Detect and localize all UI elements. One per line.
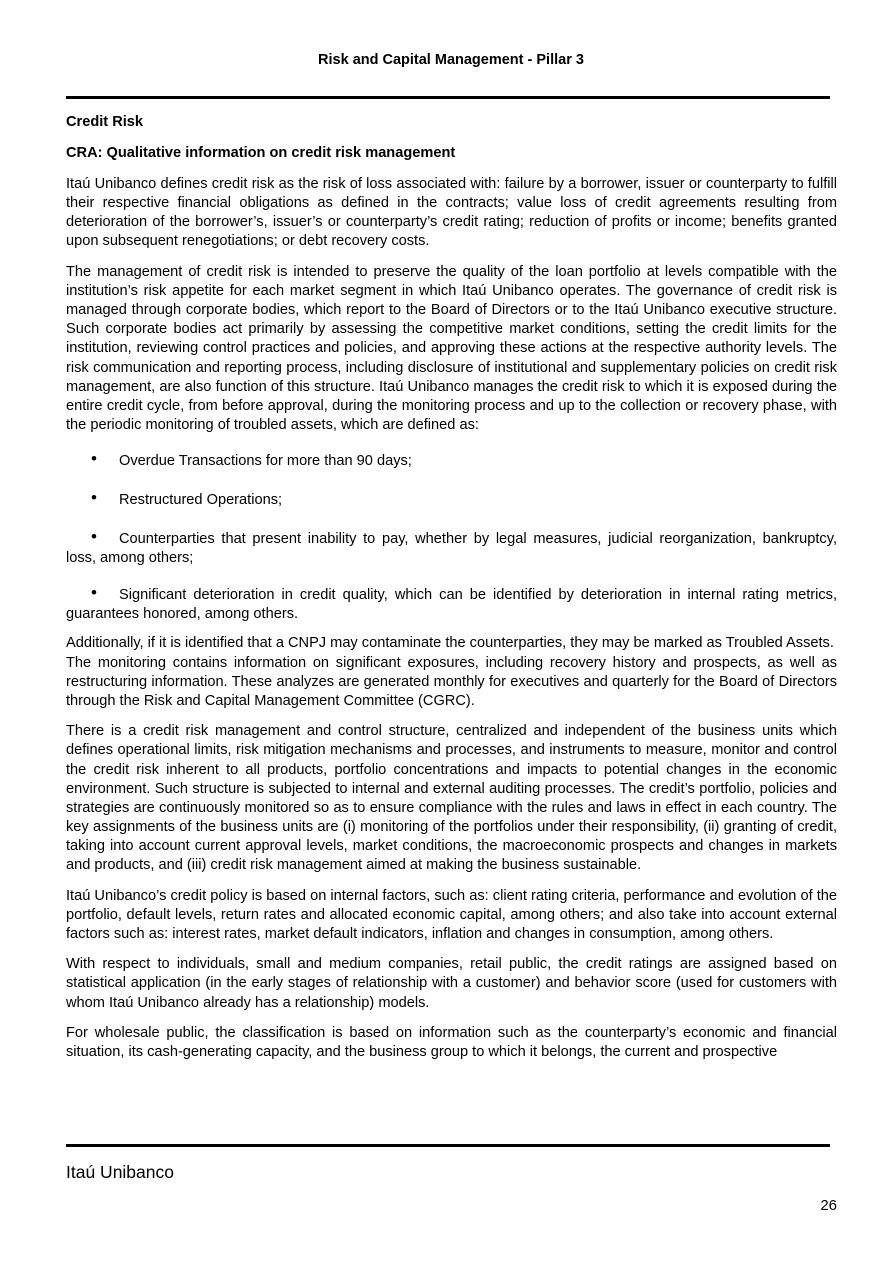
list-item-text: Significant deterioration in credit quality, which can be identified by deterioration in internal rating metrics, guarantees honored, among others. <box>66 587 837 623</box>
list-item-text: Overdue Transactions for more than 90 days; <box>119 452 412 469</box>
bullet-icon: • <box>91 583 97 603</box>
page-content <box>66 113 837 1062</box>
paragraph-individuals-ratings: With respect to individuals, small and medium companies, retail public, the credit ratings are assigned based on statistical application (in the early stages of relationship with a customer) and behavior score (used for customers with whom Itaú Unibanco already has a relationship) models. <box>66 956 837 1011</box>
bullet-icon: • <box>91 488 97 507</box>
page-header-title: Risk and Capital Management - Pillar 3 <box>318 52 584 68</box>
list-item <box>66 488 837 510</box>
section-title: Credit Risk <box>66 114 144 130</box>
subsection-title: CRA: Qualitative information on credit risk management <box>66 145 456 162</box>
header-divider <box>66 96 830 99</box>
footer-divider <box>66 1144 830 1147</box>
paragraph-cnpj-contamination: Additionally, if it is identified that a CNPJ may contaminate the counterparties, they may be marked as Troubled Assets. <box>66 635 834 652</box>
page-number: 26 <box>820 1197 837 1214</box>
troubled-assets-list <box>66 448 837 625</box>
bullet-icon: • <box>91 527 97 547</box>
footer-company-name: Itaú Unibanco <box>66 1162 174 1182</box>
list-item <box>66 448 837 471</box>
bullet-icon: • <box>91 448 97 468</box>
list-item <box>66 527 837 568</box>
paragraph-credit-risk-management: The management of credit risk is intended to preserve the quality of the loan portfolio at levels compatible with the institution’s risk appetite for each market segment in which Itaú Unibanco operates. The governance of credit risk is managed through corporate bodies, which report to the Board of Directors or to the Itaú Unibanco executive structure. Such corporate bodies act primarily by assessing the competitive market conditions, setting the credit limits for the institution, reviewing control practices and policies, and approving these actions at the respective authority levels. The risk communication and reporting process, including disclosure of institutional and supplementary policies on credit risk management, are also function of this structure. Itaú Unibanco manages the credit risk to which it is exposed during the entire credit cycle, from before approval, during the monitoring process and up to the collection or recovery phase, with the periodic monitoring of troubled assets, which are defined as: <box>66 264 837 433</box>
paragraph-credit-policy: Itaú Unibanco’s credit policy is based on internal factors, such as: client rating criteria, performance and evolution of the portfolio, default levels, return rates and allocated economic capital, among others; and also take into account external factors such as: interest rates, market default indicators, inflation and changes in consumption, among others. <box>66 887 837 942</box>
paragraph-wholesale-classification: For wholesale public, the classification is based on information such as the counterparty’s economic and financial situation, its cash-generating capacity, and the business group to which it belongs, the current and prospective <box>66 1025 837 1061</box>
list-item <box>66 583 837 624</box>
paragraph-monitoring: The monitoring contains information on significant exposures, including recovery history and prospects, as well as restructuring information. These analyzes are generated monthly for executives and quarterly for the Board of Directors through the Risk and Capital Management Committee (CGRC). <box>66 654 837 709</box>
paragraph-control-structure: There is a credit risk management and control structure, centralized and independent of the business units which defines operational limits, risk mitigation mechanisms and processes, and instruments to measure, monitor and control the credit risk inherent to all products, portfolio concentrations and impacts to potential changes in the economic environment. Such structure is subjected to internal and external auditing processes. The credit’s portfolio, policies and strategies are continuously monitored so as to ensure compliance with the rules and laws in effect in each country. The key assignments of the business units are (i) monitoring of the portfolios under their responsibility, (ii) granting of credit, taking into account current approval levels, market conditions, the macroeconomic prospects and changes in markets and products, and (iii) credit risk management aimed at making the business sustainable. <box>66 723 837 873</box>
list-item-text: Counterparties that present inability to pay, whether by legal measures, judicial reorganization, bankruptcy, loss, among others; <box>66 531 837 567</box>
paragraph-credit-risk-definition: Itaú Unibanco defines credit risk as the risk of loss associated with: failure by a borrower, issuer or counterparty to fulfill their respective financial obligations as defined in the contracts; value loss of credit agreements resulting from deterioration of the borrower’s, issuer’s or counterparty’s credit rating; reduction of profits or income; benefits granted upon subsequent renegotiations; or debt recovery costs. <box>66 176 837 250</box>
list-item-text: Restructured Operations; <box>119 492 283 508</box>
